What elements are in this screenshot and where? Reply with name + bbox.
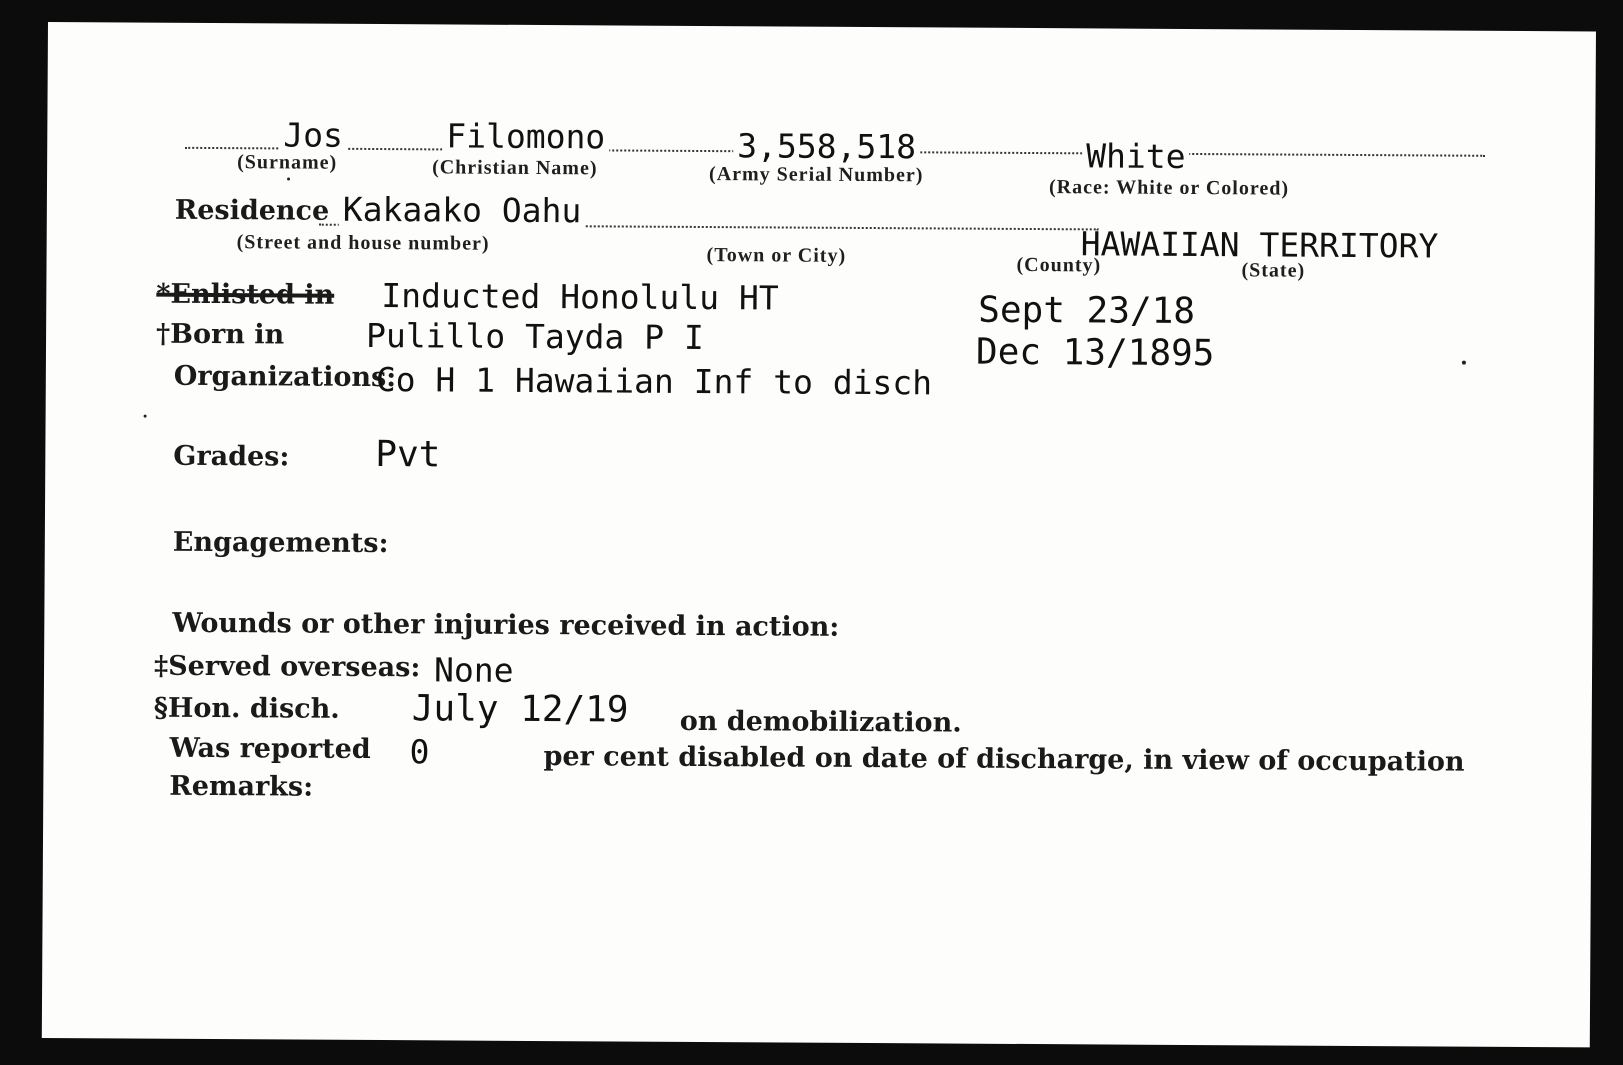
engagements-label: Engagements: — [172, 526, 389, 560]
organizations-value: Co H 1 Hawaiian Inf to disch — [375, 360, 933, 403]
reported-suffix: per cent disabled on date of discharge, in view of occupation — [543, 741, 1465, 778]
service-record-card — [42, 22, 1596, 1047]
scan-speck — [287, 177, 290, 180]
grades-label: Grades: — [173, 440, 290, 473]
serial-number-caption: (Army Serial Number) — [709, 163, 924, 187]
scan-speck — [144, 415, 147, 418]
hon-disch-value: July 12/19 — [411, 688, 629, 731]
surname-caption: (Surname) — [237, 151, 338, 174]
surname-value: Jos — [279, 115, 347, 154]
christian-name-value: Filomono — [442, 116, 609, 156]
served-overseas-label: ‡Served overseas: — [153, 650, 421, 684]
serial-number-value: 3,558,518 — [733, 126, 920, 166]
served-overseas-value: None — [433, 650, 514, 690]
residence-label: Residence — [174, 194, 330, 227]
organizations-label: Organizations: — [173, 360, 397, 394]
race-caption: (Race: White or Colored) — [1048, 176, 1290, 200]
race-value: White — [1082, 136, 1190, 176]
scan-speck — [1462, 361, 1466, 365]
residence-state-value: HAWAIIAN TERRITORY — [1080, 224, 1439, 266]
remarks-label: Remarks: — [169, 770, 314, 803]
residence-street-value: Kakaako Oahu — [339, 190, 586, 231]
enlisted-label: *Enlisted in — [156, 278, 335, 311]
street-caption: (Street and house number) — [236, 231, 490, 255]
hon-disch-label: §Hon. disch. — [153, 692, 340, 725]
born-label: †Born in — [156, 318, 285, 351]
state-caption: (State) — [1241, 259, 1306, 282]
born-date: Dec 13/1895 — [975, 331, 1215, 375]
hon-disch-suffix: on demobilization. — [679, 705, 962, 739]
reported-value: 0 — [409, 732, 430, 772]
born-value: Pulillo Tayda P I — [365, 315, 704, 358]
reported-label: Was reported — [169, 732, 371, 765]
enlisted-value: Inducted Honolulu HT — [381, 276, 779, 318]
grades-value: Pvt — [375, 434, 441, 476]
enlisted-date: Sept 23/18 — [978, 289, 1196, 333]
christian-name-caption: (Christian Name) — [432, 156, 598, 180]
town-caption: (Town or City) — [706, 244, 847, 267]
wounds-label: Wounds or other injuries received in action: — [172, 607, 840, 643]
county-caption: (County) — [1016, 253, 1102, 277]
